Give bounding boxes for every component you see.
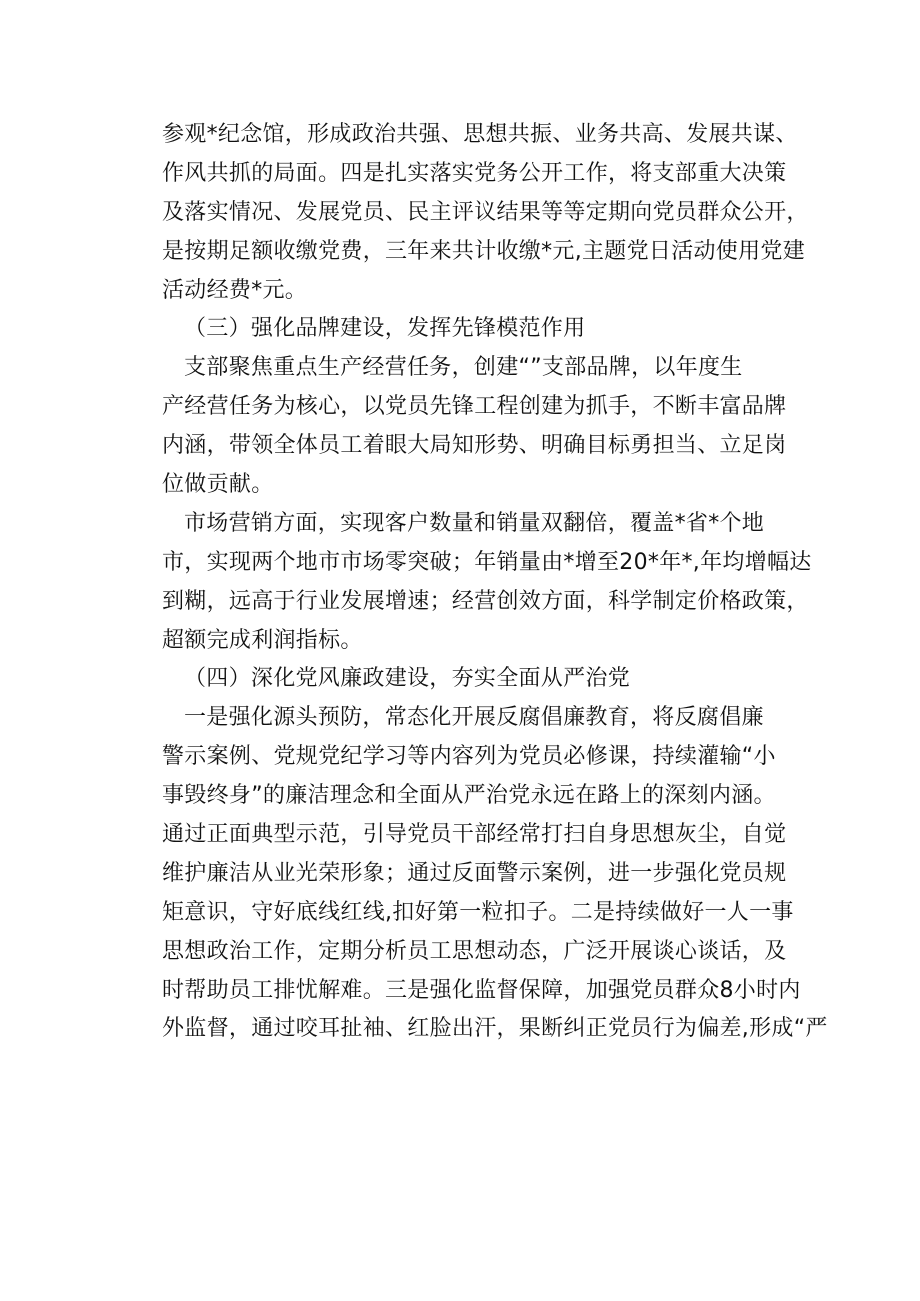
paragraph-line: 产经营任务为核心，以党员先锋工程创建为抓手，不断丰富品牌 — [162, 394, 787, 420]
paragraph-line: 超额完成利润指标。 — [162, 627, 363, 653]
section-heading: （四）深化党风廉政建设，夯实全面从严治党 — [184, 666, 631, 692]
paragraph-line: 思想政治工作，定期分析员工思想动态，广泛开展谈心谈话，及 — [162, 938, 787, 964]
paragraph-line: 及落实情况、发展党员、民主评议结果等等定期向党员群众公开， — [162, 199, 809, 225]
paragraph-line: 市，实现两个地市市场零突破；年销量由*增至20*年*,年均增幅达 — [162, 549, 812, 575]
paragraph-line: 警示案例、党规党纪学习等内容列为党员必修课，持续灌输“小 — [162, 744, 776, 770]
paragraph-line: 是按期足额收缴党费，三年来共计收缴*元,主题党日活动使用党建 — [162, 238, 805, 264]
document-body — [162, 116, 828, 1049]
section-heading: （三）强化品牌建设，发挥先锋模范作用 — [184, 316, 586, 342]
paragraph-line: 通过正面典型示范，引导党员干部经常打扫自身思想灰尘，自觉 — [162, 822, 787, 848]
paragraph-line: 位做贡献。 — [162, 472, 274, 498]
paragraph-line: 参观*纪念馆，形成政治共强、思想共振、业务共高、发展共谋、 — [162, 122, 798, 147]
paragraph-line: 外监督，通过咬耳扯袖、红脸出汗，果断纠正党员行为偏差,形成“严 — [162, 1016, 828, 1042]
paragraph-line: 矩意识，守好底线红线,扣好第一粒扣子。二是持续做好一人一事 — [162, 899, 794, 925]
paragraph-line: 事毁终身”的廉洁理念和全面从严治党永远在路上的深刻内涵。 — [162, 783, 776, 809]
paragraph-first-line: 市场营销方面，实现客户数量和销量双翻倍，覆盖*省*个地 — [184, 510, 765, 536]
paragraph-line: 时帮助员工排忧解难。三是强化监督保障，加强党员群众8小时内 — [162, 977, 801, 1003]
paragraph-first-line: 一是强化源头预防，常态化开展反腐倡廉教育，将反腐倡廉 — [184, 705, 764, 731]
paragraph-line: 活动经费*元。 — [162, 277, 308, 303]
paragraph-line: 作风共抓的局面。四是扎实落实党务公开工作，将支部重大决策 — [162, 160, 787, 186]
paragraph-line: 到糊，远高于行业发展增速；经营创效方面，科学制定价格政策， — [162, 588, 809, 614]
paragraph-line: 维护廉洁从业光荣形象；通过反面警示案例，进一步强化党员规 — [162, 860, 787, 886]
paragraph-line: 内涵，带领全体员工着眼大局知形势、明确目标勇担当、立足岗 — [162, 433, 787, 459]
paragraph-first-line: 支部聚焦重点生产经营任务，创建“”支部品牌，以年度生 — [184, 355, 743, 381]
